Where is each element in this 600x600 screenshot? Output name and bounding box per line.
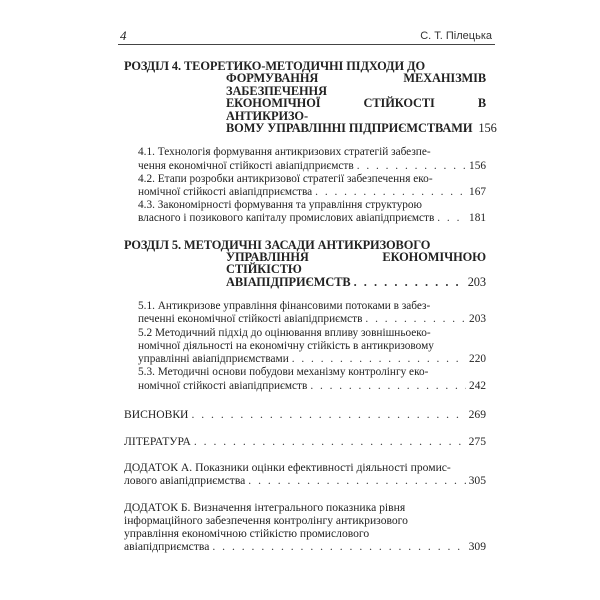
toc-item-5-1[interactable] (124, 300, 486, 326)
toc-item-4-3[interactable] (124, 199, 486, 225)
toc-item-text: номічної стійкості авіапідприємств (138, 379, 308, 392)
dot-leader (354, 276, 465, 288)
page-ref: 203 (469, 313, 486, 326)
dot-leader (212, 540, 465, 553)
toc-conclusions[interactable] (124, 408, 486, 421)
section-title-line: УПРАВЛІННЯ ЕКОНОМІЧНОЮ СТІЙКІСТЮ (226, 250, 486, 277)
dot-leader (365, 313, 466, 326)
dot-leader (437, 212, 466, 225)
section-title-line: МЕТОДИЧНІ ЗАСАДИ АНТИКРИЗОВОГО (184, 237, 431, 252)
page-ref: 275 (468, 434, 486, 448)
page-ref: 305 (468, 474, 486, 488)
toc-appendix-b[interactable] (124, 501, 486, 554)
toc-item-text: ВИСНОВКИ (124, 407, 189, 421)
dot-leader (310, 380, 466, 393)
toc-item-text: ЛІТЕРАТУРА (124, 434, 191, 448)
toc-literature[interactable] (124, 435, 486, 448)
toc-item-text: ДОДАТОК А. Показники оцінки ефективності діяльності промис- (124, 461, 451, 475)
page-ref: 156 (469, 159, 486, 172)
toc-item-text: власного і позикового капіталу промислових авіапідприємств (138, 212, 435, 225)
page-number: 4 (120, 28, 127, 43)
toc-item-text: 5.3. Методичні основи побудови механізму контролінгу еко- (138, 366, 429, 379)
dot-leader (194, 435, 466, 448)
toc-item-text: управління економічною стійкістю промислового (124, 526, 370, 540)
toc-item-text: чення економічної стійкості авіапідприємств (138, 159, 354, 172)
toc-item-text: номічної діяльності на економічну стійкість в антикризовому (138, 339, 434, 352)
toc-item-5-3[interactable] (124, 366, 486, 392)
section-title-line: ТЕОРЕТИКО-МЕТОДИЧНІ ПІДХОДИ ДО (184, 59, 425, 73)
toc-item-4-1[interactable] (124, 146, 486, 172)
toc-item-text: 5.2 Методичний підхід до оцінювання впливу зовнішньоеко- (138, 326, 431, 339)
toc-item-text: номічної стійкості авіапідприємства (138, 186, 313, 199)
page-ref: 156 (478, 121, 497, 136)
page-ref: 220 (469, 353, 486, 366)
toc-appendix-a[interactable] (124, 461, 486, 487)
dot-leader (315, 186, 466, 199)
toc-section-5[interactable] (124, 239, 486, 289)
toc-section-4[interactable] (124, 59, 497, 136)
dot-leader (357, 160, 466, 173)
toc-item-text: інформаційного забезпечення контролінгу антикризового (124, 513, 408, 527)
toc-item-text: 5.1. Антикризове управління фінансовими потоками в забез- (138, 300, 431, 313)
page-ref: 309 (468, 540, 486, 554)
toc-item-4-2[interactable] (124, 173, 486, 199)
dot-leader (248, 474, 465, 487)
toc-item-text: лового авіапідприємства (124, 474, 246, 488)
table-of-contents (124, 50, 497, 554)
page-ref: 269 (468, 407, 486, 421)
page-ref: 181 (469, 212, 486, 225)
toc-item-text: печенні економічної стійкості авіапідприємств (138, 313, 363, 326)
section-title-line: ВОМУ УПРАВЛІННІ ПІДПРИЄМСТВАМИ (226, 121, 473, 136)
section-number: РОЗДІЛ 4. (124, 59, 181, 73)
toc-item-text: ДОДАТОК Б. Визначення інтегрального показника рівня (124, 500, 406, 514)
toc-item-text: авіапідприємства (124, 540, 210, 554)
running-header-author: С. Т. Пілецька (420, 30, 492, 42)
header-rule (118, 44, 495, 45)
toc-item-text: управлінні авіапідприємствами (138, 353, 289, 366)
dot-leader (292, 353, 466, 366)
toc-item-text: 4.3. Закономірності формування та управління структурою (138, 199, 422, 212)
dot-leader (191, 408, 465, 421)
section-number: РОЗДІЛ 5. (124, 237, 181, 252)
page-ref: 242 (469, 379, 486, 392)
page-ref: 167 (469, 186, 486, 199)
section-title-line: ФОРМУВАННЯ МЕХАНІЗМІВ ЗАБЕЗПЕЧЕННЯ (226, 71, 486, 98)
toc-item-5-2[interactable] (124, 327, 486, 367)
toc-item-text: 4.2. Етапи розробки антикризової стратегії забезпечення еко- (138, 172, 433, 185)
toc-item-text: 4.1. Технологія формування антикризових стратегій забезпе- (138, 146, 431, 159)
section-title-line: ЕКОНОМІЧНОЇ СТІЙКОСТІ В АНТИКРИЗО- (226, 96, 486, 123)
section-title-line: АВІАПІДПРИЄМСТВ (226, 274, 351, 289)
page-ref: 203 (467, 274, 486, 289)
